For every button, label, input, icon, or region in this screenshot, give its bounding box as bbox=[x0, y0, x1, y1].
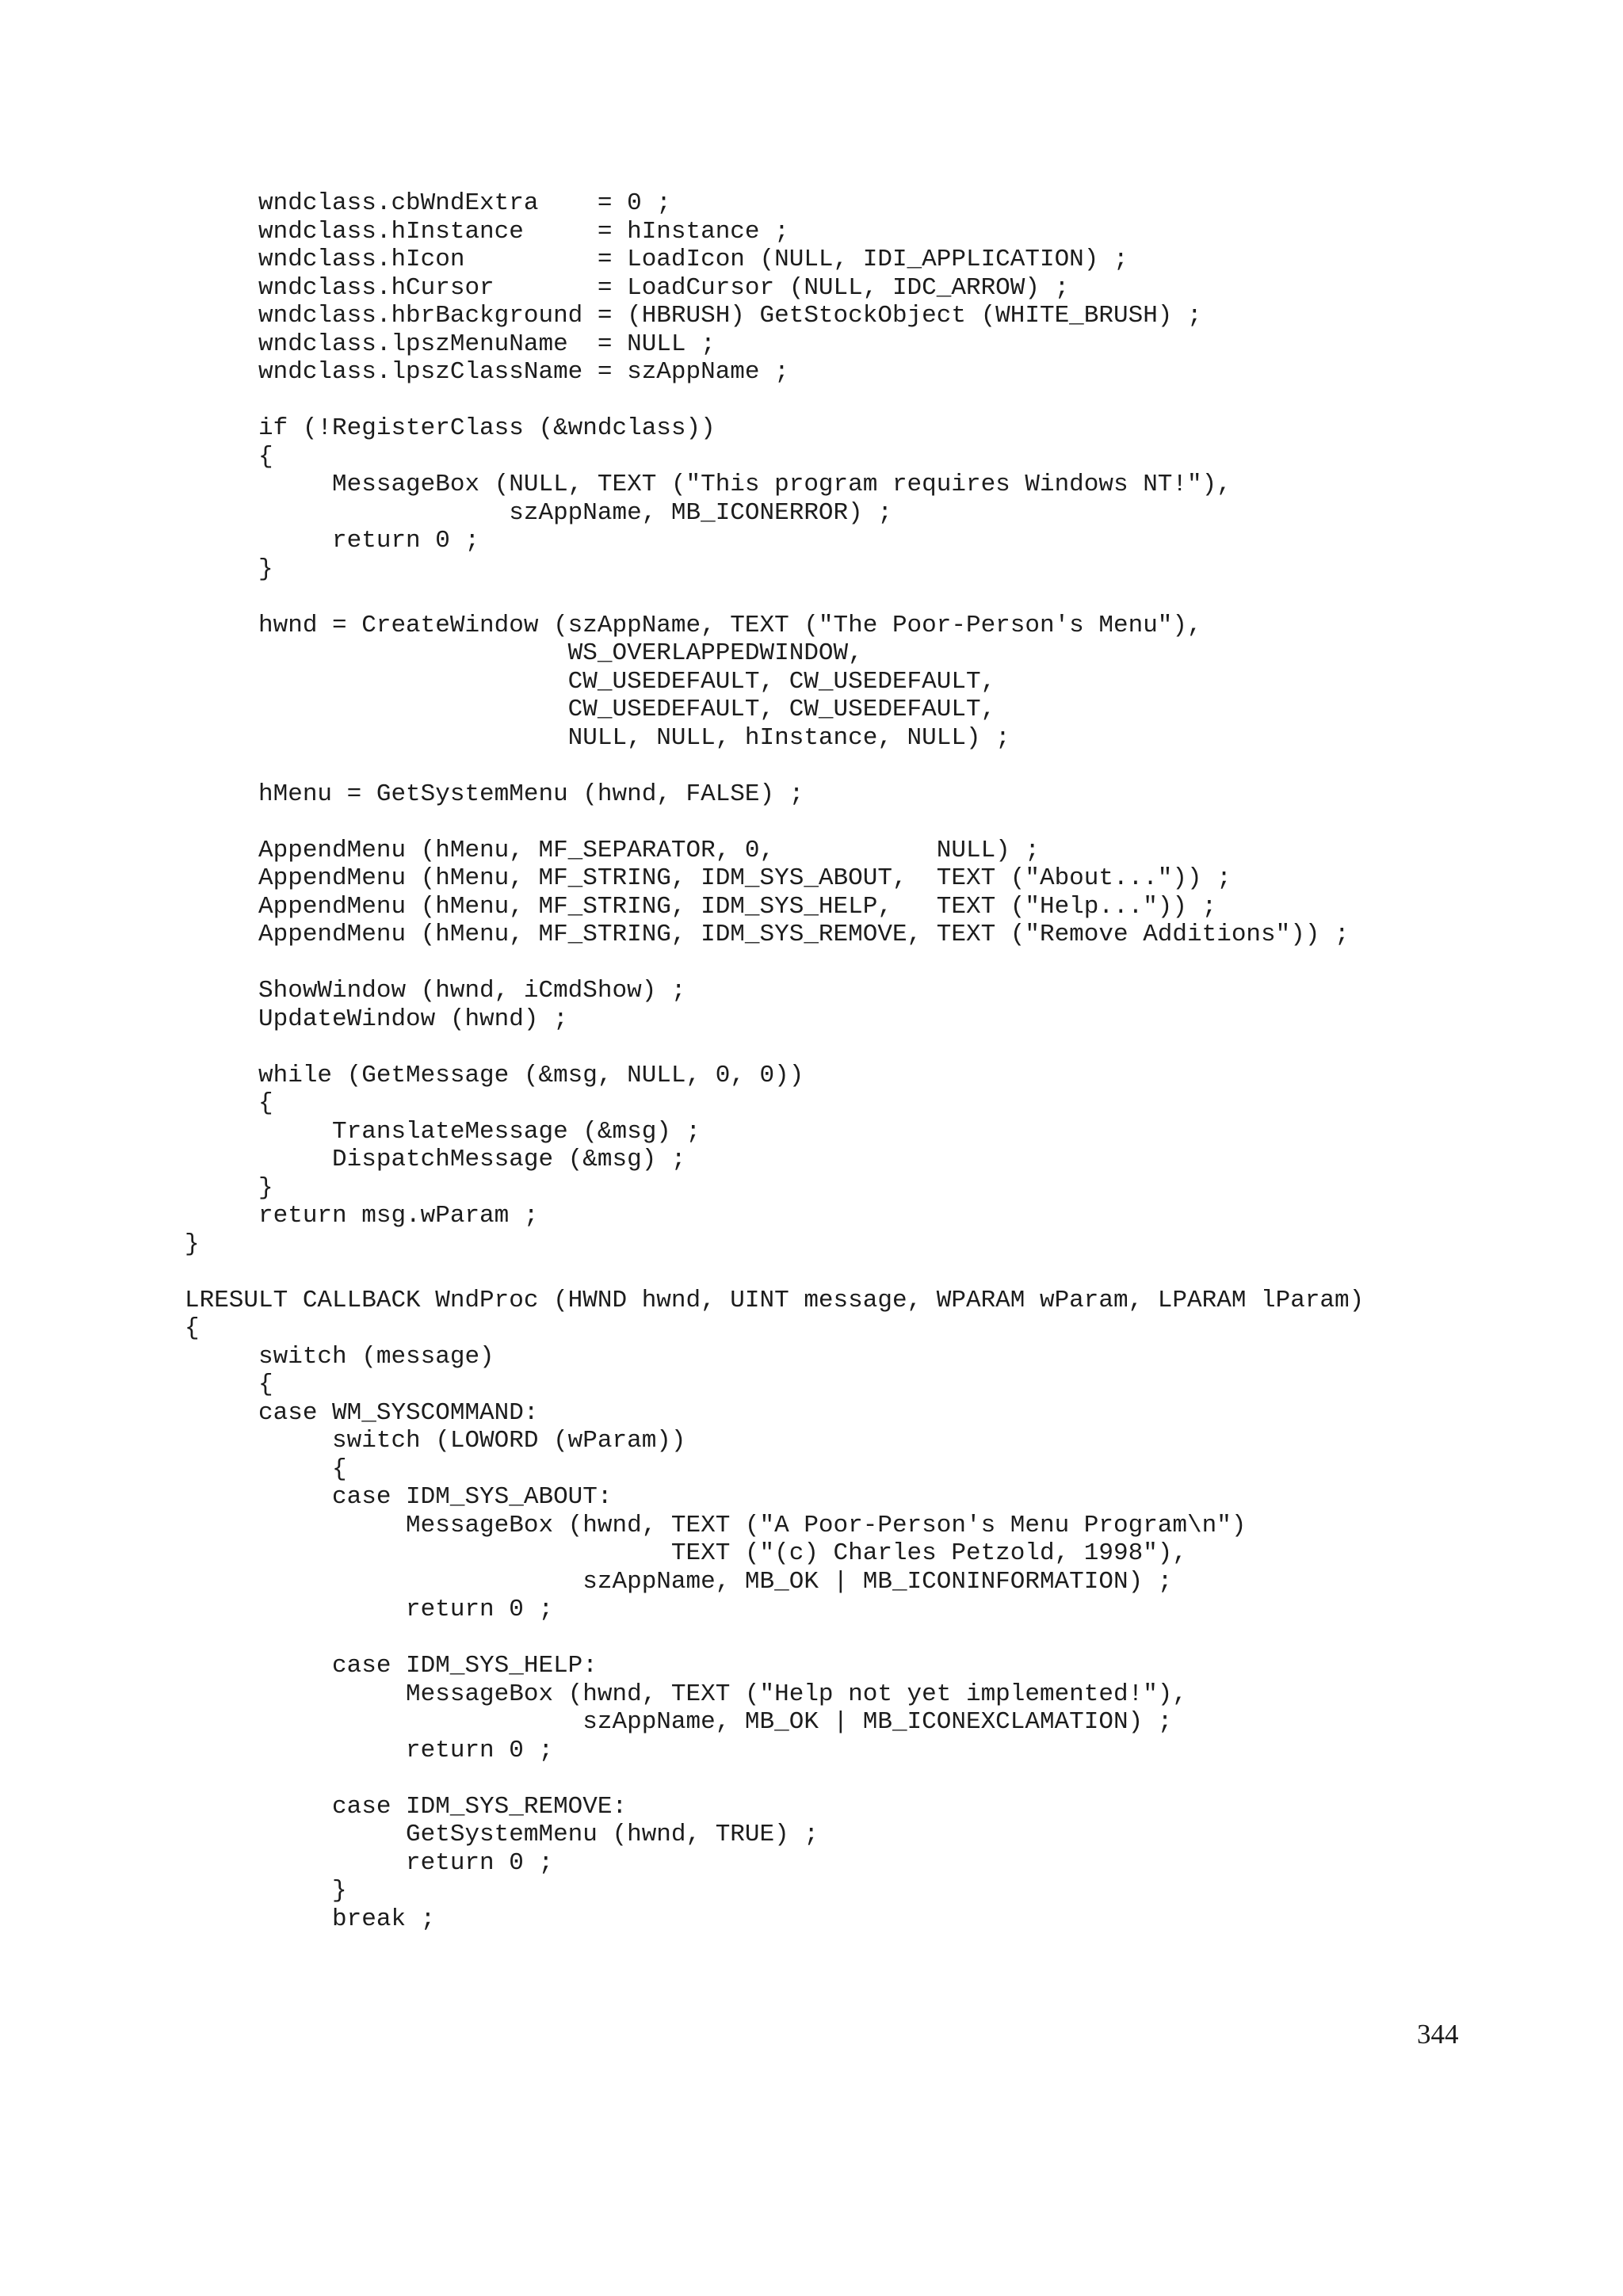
code-line: MessageBox (hwnd, TEXT ("Help not yet implemented!"), bbox=[185, 1680, 1188, 1708]
code-line: return 0 ; bbox=[185, 1596, 554, 1623]
code-line: szAppName, MB_OK | MB_ICONEXCLAMATION) ; bbox=[185, 1708, 1173, 1736]
code-line: MessageBox (hwnd, TEXT ("A Poor-Person's Menu Program\n") bbox=[185, 1511, 1247, 1539]
code-line: switch (message) bbox=[185, 1342, 495, 1371]
code-line: { bbox=[185, 1089, 273, 1117]
code-line: wndclass.hIcon = LoadIcon (NULL, IDI_APPLICATION) ; bbox=[185, 246, 1128, 273]
code-line: ShowWindow (hwnd, iCmdShow) ; bbox=[185, 977, 686, 1005]
code-line bbox=[185, 387, 1364, 415]
code-line: DispatchMessage (&msg) ; bbox=[185, 1146, 686, 1173]
code-line: } bbox=[185, 1877, 347, 1905]
code-line: LRESULT CALLBACK WndProc (HWND hwnd, UINT message, WPARAM wParam, LPARAM lParam) bbox=[185, 1286, 1365, 1314]
code-line bbox=[185, 808, 1364, 837]
code-line: GetSystemMenu (hwnd, TRUE) ; bbox=[185, 1821, 819, 1848]
code-line bbox=[185, 1933, 1364, 1962]
code-line: AppendMenu (hMenu, MF_STRING, IDM_SYS_ABOUT, TEXT ("About...")) ; bbox=[185, 864, 1232, 892]
code-line: { bbox=[185, 1314, 200, 1342]
code-line: wndclass.hbrBackground = (HBRUSH) GetStockObject (WHITE_BRUSH) ; bbox=[185, 302, 1202, 330]
code-line: wndclass.cbWndExtra = 0 ; bbox=[185, 189, 671, 217]
code-line: wndclass.lpszMenuName = NULL ; bbox=[185, 330, 716, 358]
page-number: 344 bbox=[1417, 2019, 1459, 2050]
code-line bbox=[185, 1764, 1364, 1793]
code-line: wndclass.hCursor = LoadCursor (NULL, IDC_ARROW) ; bbox=[185, 273, 1070, 302]
code-line: { bbox=[185, 1371, 273, 1398]
code-line: TEXT ("(c) Charles Petzold, 1998"), bbox=[185, 1539, 1188, 1567]
code-line bbox=[185, 949, 1364, 978]
code-line: szAppName, MB_OK | MB_ICONINFORMATION) ; bbox=[185, 1567, 1173, 1596]
code-line: case WM_SYSCOMMAND: bbox=[185, 1398, 539, 1427]
code-line: wndclass.lpszClassName = szAppName ; bbox=[185, 358, 789, 386]
code-line: MessageBox (NULL, TEXT ("This program requires Windows NT!"), bbox=[185, 471, 1232, 498]
code-line bbox=[185, 583, 1364, 612]
code-line: WS_OVERLAPPEDWINDOW, bbox=[185, 639, 863, 667]
code-listing bbox=[185, 189, 1364, 1962]
code-line: NULL, NULL, hInstance, NULL) ; bbox=[185, 723, 1010, 752]
code-line: AppendMenu (hMenu, MF_STRING, IDM_SYS_HELP, TEXT ("Help...")) ; bbox=[185, 892, 1217, 921]
code-line: return 0 ; bbox=[185, 1848, 554, 1877]
code-line: return 0 ; bbox=[185, 1736, 554, 1764]
code-line bbox=[185, 1258, 1364, 1287]
code-line: } bbox=[185, 1230, 200, 1258]
code-line: AppendMenu (hMenu, MF_SEPARATOR, 0, NULL) ; bbox=[185, 836, 1040, 864]
code-line: if (!RegisterClass (&wndclass)) bbox=[185, 414, 716, 442]
code-line bbox=[185, 1624, 1364, 1653]
code-line: case IDM_SYS_ABOUT: bbox=[185, 1483, 613, 1511]
code-line: break ; bbox=[185, 1905, 436, 1933]
code-line: wndclass.hInstance = hInstance ; bbox=[185, 217, 789, 246]
code-line: szAppName, MB_ICONERROR) ; bbox=[185, 498, 892, 527]
code-line: { bbox=[185, 442, 273, 471]
code-line: hwnd = CreateWindow (szAppName, TEXT ("The Poor-Person's Menu"), bbox=[185, 611, 1202, 639]
code-line: case IDM_SYS_REMOVE: bbox=[185, 1792, 628, 1821]
code-line: CW_USEDEFAULT, CW_USEDEFAULT, bbox=[185, 667, 996, 696]
code-line: return msg.wParam ; bbox=[185, 1202, 539, 1230]
code-line: while (GetMessage (&msg, NULL, 0, 0)) bbox=[185, 1061, 804, 1089]
code-line: AppendMenu (hMenu, MF_STRING, IDM_SYS_REMOVE, TEXT ("Remove Additions")) ; bbox=[185, 921, 1350, 948]
code-line: case IDM_SYS_HELP: bbox=[185, 1652, 598, 1680]
code-line: switch (LOWORD (wParam)) bbox=[185, 1427, 686, 1455]
code-line: return 0 ; bbox=[185, 527, 480, 555]
code-line: UpdateWindow (hwnd) ; bbox=[185, 1005, 568, 1033]
code-line: } bbox=[185, 555, 273, 583]
code-line: CW_USEDEFAULT, CW_USEDEFAULT, bbox=[185, 696, 996, 723]
code-line bbox=[185, 1033, 1364, 1062]
code-line: } bbox=[185, 1173, 273, 1202]
code-line bbox=[185, 752, 1364, 780]
code-line: TranslateMessage (&msg) ; bbox=[185, 1117, 701, 1146]
code-line: { bbox=[185, 1455, 347, 1483]
code-line: hMenu = GetSystemMenu (hwnd, FALSE) ; bbox=[185, 780, 804, 808]
